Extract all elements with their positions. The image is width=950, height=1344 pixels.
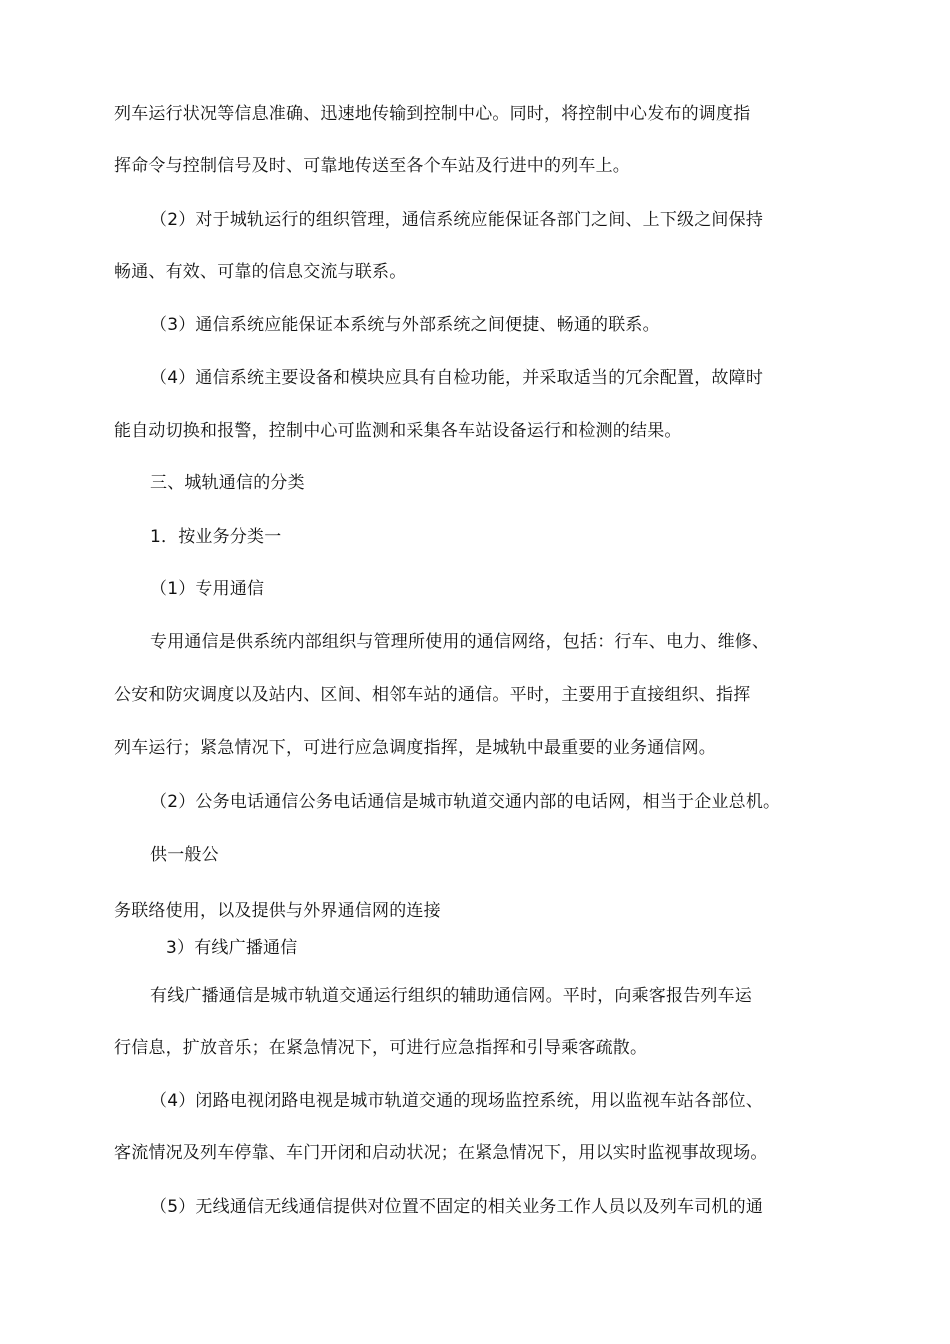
paragraph-line: 供一般公: [150, 845, 219, 865]
paragraph-line: 畅通、有效、可靠的信息交流与联系。: [114, 262, 407, 282]
paragraph-line: 能自动切换和报警，控制中心可监测和采集各车站设备运行和检测的结果。: [114, 421, 682, 441]
item-heading: 3）有线广播通信: [166, 938, 298, 958]
paragraph-line: 列车运行状况等信息准确、迅速地传输到控制中心。同时，将控制中心发布的调度指: [114, 104, 751, 124]
paragraph-line: 公安和防灾调度以及站内、区间、相邻车站的通信。平时，主要用于直接组织、指挥: [114, 685, 751, 705]
item-heading: （1）专用通信: [150, 579, 265, 599]
paragraph-line: 列车运行；紧急情况下，可进行应急调度指挥，是城轨中最重要的业务通信网。: [114, 738, 716, 758]
subsection-heading: 1．按业务分类一: [150, 527, 282, 547]
paragraph-line: 务联络使用，以及提供与外界通信网的连接: [114, 901, 441, 921]
paragraph-line: 客流情况及列车停靠、车门开闭和启动状况；在紧急情况下，用以实时监视事故现场。: [114, 1143, 768, 1163]
paragraph-line: （2）对于城轨运行的组织管理，通信系统应能保证各部门之间、上下级之间保持: [150, 210, 764, 230]
section-heading: 三、城轨通信的分类: [150, 473, 305, 493]
paragraph-line: （3）通信系统应能保证本系统与外部系统之间便捷、畅通的联系。: [150, 315, 660, 335]
paragraph-line: （4）通信系统主要设备和模块应具有自检功能，并采取适当的冗余配置，故障时: [150, 368, 764, 388]
paragraph-line: 专用通信是供系统内部组织与管理所使用的通信网络，包括：行车、电力、维修、: [150, 632, 770, 652]
paragraph-line: （2）公务电话通信公务电话通信是城市轨道交通内部的电话网，相当于企业总机。: [150, 792, 781, 812]
paragraph-line: （4）闭路电视闭路电视是城市轨道交通的现场监控系统，用以监视车站各部位、: [150, 1091, 764, 1111]
paragraph-line: 行信息，扩放音乐；在紧急情况下，可进行应急指挥和引导乘客疏散。: [114, 1038, 648, 1058]
paragraph-line: （5）无线通信无线通信提供对位置不固定的相关业务工作人员以及列车司机的通: [150, 1197, 764, 1217]
paragraph-line: 挥命令与控制信号及时、可靠地传送至各个车站及行进中的列车上。: [114, 156, 630, 176]
paragraph-line: 有线广播通信是城市轨道交通运行组织的辅助通信网。平时，向乘客报告列车运: [150, 986, 752, 1006]
